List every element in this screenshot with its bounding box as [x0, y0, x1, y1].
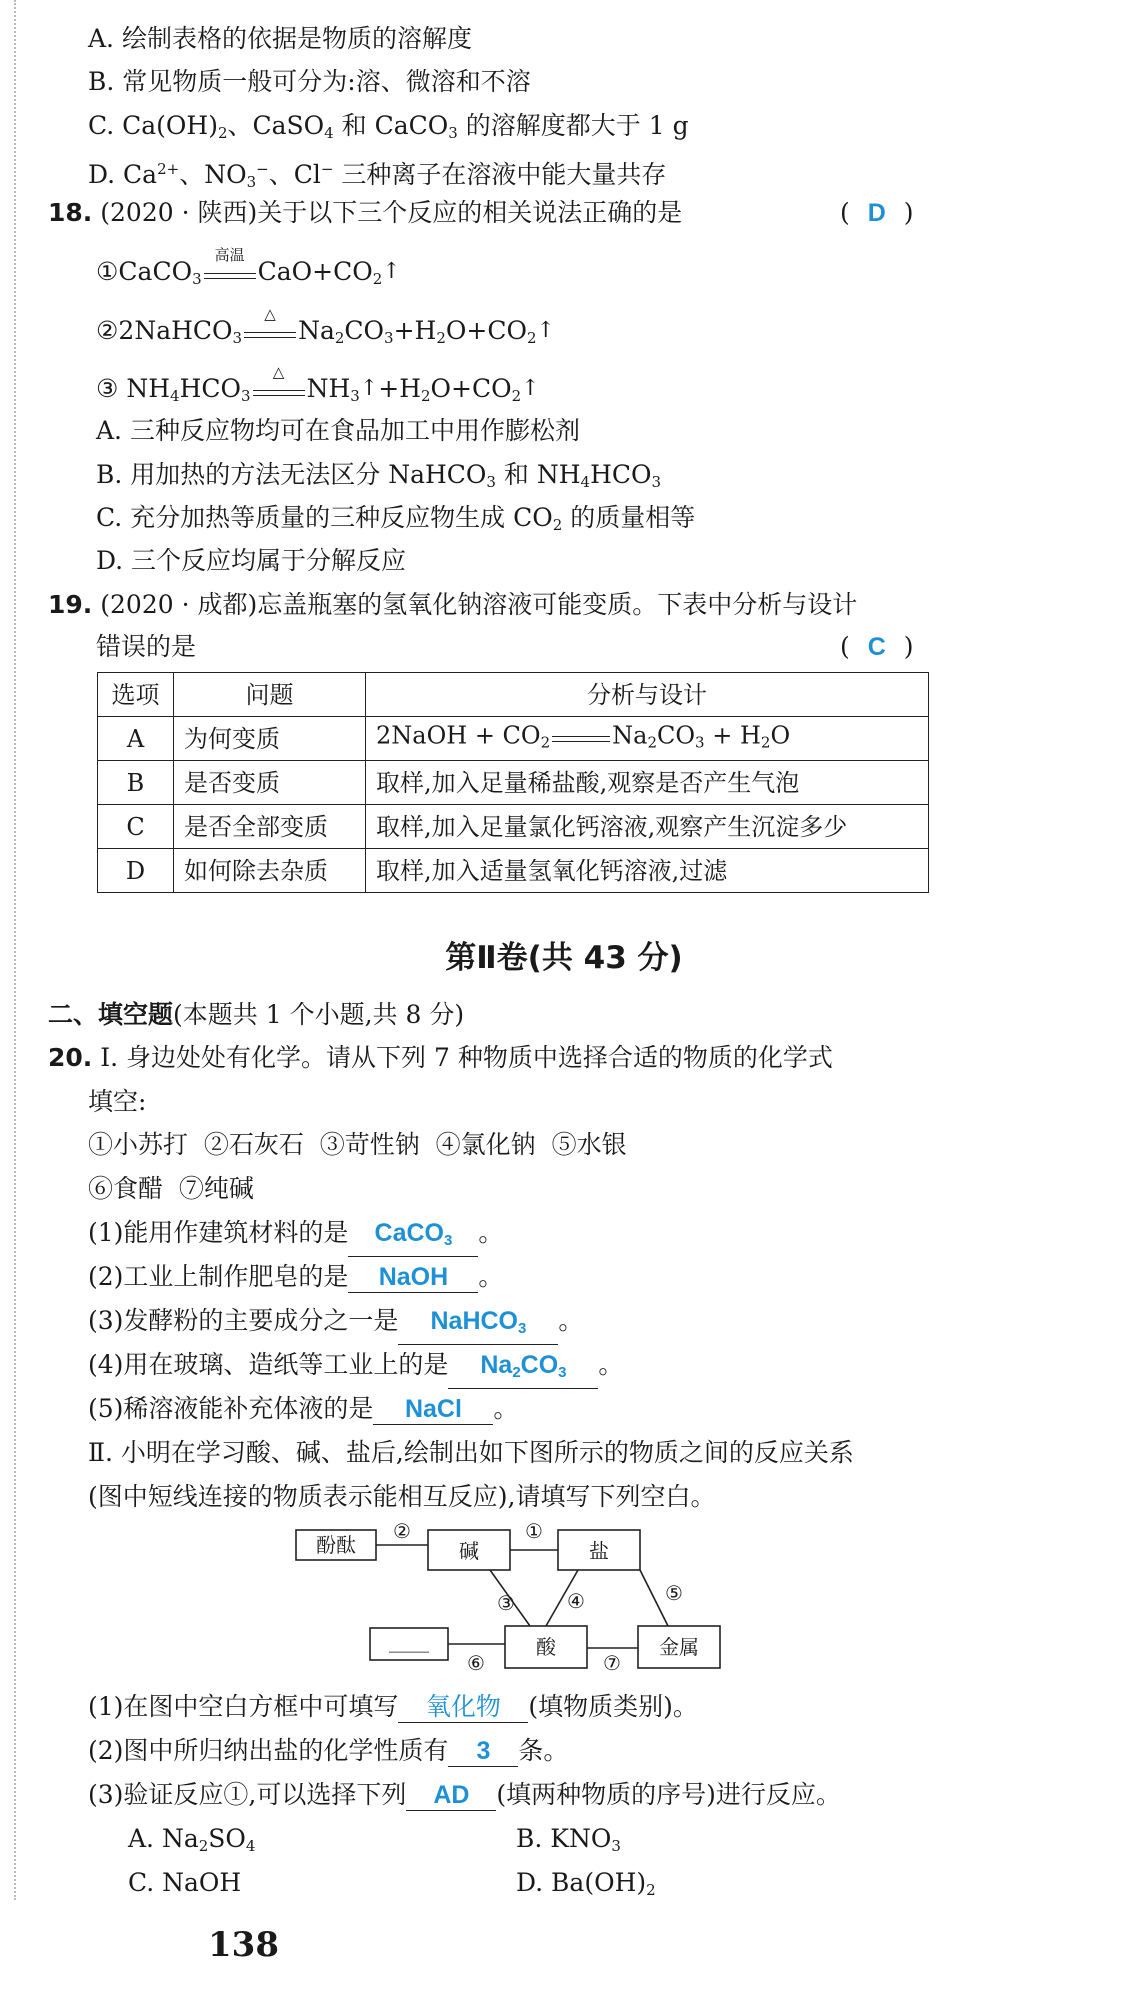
reaction-diagram [290, 1518, 750, 1678]
q18-reaction-2: ②2NaHCO$_3$ △ $Na_2CO_3+H_2O+CO_2↑$ [96, 304, 555, 347]
table-row [98, 849, 929, 893]
q20-part2: (2)工业上制作肥皂的是 NaOH 。 [88, 1262, 504, 1291]
table-cell-analysis: 取样,加入足量氯化钙溶液,观察产生沉淀多少 [366, 805, 929, 849]
q19-table [97, 672, 929, 893]
q20-option-b: B. $KNO_3$ [516, 1824, 621, 1855]
q17-option-a: A. 绘制表格的依据是物质的溶解度 [88, 24, 472, 53]
table-cell-question: 是否全部变质 [174, 805, 366, 849]
q20-substances-line2: ⑥食醋 ⑦纯碱 [88, 1174, 254, 1203]
table-cell-question: 如何除去杂质 [174, 849, 366, 893]
q20-option-d: D. $Ba(OH)_2$ [516, 1868, 656, 1899]
q18-option-d: D. 三个反应均属于分解反应 [96, 546, 407, 575]
q20-diagram-answer-2: 3 [476, 1737, 491, 1765]
q20-stem-line1: 20. Ⅰ. 身边处处有化学。请从下列 7 种物质中选择合适的物质的化学式 [48, 1043, 833, 1072]
label-base: 碱 [459, 1539, 479, 1563]
table-cell-question: 是否变质 [174, 761, 366, 805]
table-row [98, 761, 929, 805]
q19-answer-paren: ( C ) [840, 630, 914, 664]
label-n5: ⑤ [665, 1581, 683, 1605]
q18-option-b: B. 用加热的方法无法区分 NaHCO$_3$ 和 $NH_4HCO_3$ [96, 460, 662, 491]
label-n7: ⑦ [603, 1651, 621, 1675]
gas-arrow-icon: ↑ [359, 376, 379, 401]
label-n2: ② [393, 1519, 411, 1543]
label-n3: ③ [497, 1591, 515, 1615]
part2-title: 第Ⅱ卷(共 43 分) [445, 940, 683, 976]
q20-substances-line1: ①小苏打 ②石灰石 ③苛性钠 ④氯化钠 ⑤水银 [88, 1130, 627, 1159]
gas-arrow-icon: ↑ [536, 318, 555, 343]
table-row [98, 805, 929, 849]
gas-arrow-icon: ↑ [521, 376, 540, 401]
q20-diagram-answer-3: AD [433, 1781, 470, 1809]
q20-option-a: A. $Na_2SO_4$ [128, 1824, 256, 1855]
q20-answer-2: NaOH [378, 1263, 449, 1291]
q18-reaction-1: ①CaCO$_3$ 高温 $CaO+CO_2↑$ [96, 245, 401, 288]
q20-stem-line2: 填空: [88, 1087, 147, 1116]
q20-answer-1: CaCO$_3$ [374, 1219, 453, 1249]
label-blank: ____ [389, 1629, 429, 1653]
q19-stem-line2: 错误的是 [96, 632, 197, 661]
table-cell-analysis: 取样,加入足量稀盐酸,观察是否产生气泡 [366, 761, 929, 805]
label-phenolphthalein: 酚酞 [316, 1533, 356, 1557]
table-cell-option: A [98, 717, 174, 761]
table-cell-analysis: 2NaOH + $CO_2$ $Na_2CO_3 + H_2O$ [366, 717, 929, 761]
gas-arrow-icon: ↑ [382, 259, 401, 284]
q19-stem-line1: 19. (2020 · 成都)忘盖瓶塞的氢氧化钠溶液可能变质。下表中分析与设计 [48, 590, 858, 619]
q17-option-b: B. 常见物质一般可分为:溶、微溶和不溶 [88, 67, 531, 96]
q20-answer-5: NaCl [404, 1395, 462, 1423]
table-header-cell: 选项 [98, 673, 174, 717]
table-header-cell: 分析与设计 [366, 673, 929, 717]
q20-part2-stem-line1: Ⅱ. 小明在学习酸、碱、盐后,绘制出如下图所示的物质之间的反应关系 [88, 1438, 854, 1467]
label-n4: ④ [567, 1589, 585, 1613]
q20-diagram-part3: (3)验证反应①,可以选择下列 AD (填两种物质的序号)进行反应。 [88, 1780, 841, 1809]
table-cell-option: D [98, 849, 174, 893]
q20-diagram-answer-1: 氧化物 [425, 1692, 501, 1721]
q20-answer-3: NaHCO$_3$ [430, 1307, 527, 1337]
table-cell-option: C [98, 805, 174, 849]
q18-answer: D [867, 199, 886, 227]
table-cell-option: B [98, 761, 174, 805]
q20-part2-stem-line2: (图中短线连接的物质表示能相互反应),请填写下列空白。 [88, 1482, 716, 1511]
label-salt: 盐 [589, 1539, 609, 1563]
q20-part1: (1)能用作建筑材料的是 CaCO$_3$ 。 [88, 1216, 503, 1257]
label-metal: 金属 [659, 1635, 699, 1659]
q18-reaction-3: ③ $NH_4HCO_3$ △ $NH_3↑+H_2O+CO_2↑$ [96, 362, 540, 405]
q18-answer-paren: ( D ) [840, 196, 914, 230]
page-number: 138 [208, 1925, 279, 1965]
line-5 [640, 1570, 668, 1626]
table-row [98, 717, 929, 761]
label-acid: 酸 [536, 1635, 556, 1659]
table-cell-analysis: 取样,加入适量氢氧化钙溶液,过滤 [366, 849, 929, 893]
label-n1: ① [525, 1519, 543, 1543]
q18-option-a: A. 三种反应物均可在食品加工中用作膨松剂 [96, 416, 580, 445]
q18-stem: 18. (2020 · 陕西)关于以下三个反应的相关说法正确的是 [48, 198, 683, 227]
label-n6: ⑥ [467, 1651, 485, 1675]
q20-answer-4: $Na_2CO_3$ [480, 1351, 567, 1381]
q20-part3: (3)发酵粉的主要成分之一是 NaHCO$_3$ 。 [88, 1304, 583, 1345]
q18-option-c: C. 充分加热等质量的三种反应物生成 $CO_2$ 的质量相等 [96, 503, 696, 534]
q20-part5: (5)稀溶液能补充体液的是 NaCl 。 [88, 1394, 519, 1423]
q20-diagram-part2: (2)图中所归纳出盐的化学性质有 3 条。 [88, 1736, 569, 1765]
q20-part4: (4)用在玻璃、造纸等工业上的是 $Na_2CO_3$ 。 [88, 1348, 623, 1389]
table-cell-question: 为何变质 [174, 717, 366, 761]
q19-answer: C [867, 633, 886, 661]
q17-option-c: C. $Ca(OH)_2$、CaSO$_4$ 和 CaCO$_3$ 的溶解度都大于 1 g [88, 111, 689, 142]
section2-heading: 二、填空题(本题共 1 个小题,共 8 分) [48, 1000, 465, 1029]
table-header-cell: 问题 [174, 673, 366, 717]
q17-option-d: D. $Ca^{2+}$、$NO_3^-$、Cl− 三种离子在溶液中能大量共存 [88, 160, 667, 191]
table-header-row [98, 673, 929, 717]
q20-option-c: C. NaOH [128, 1868, 242, 1897]
q20-diagram-part1: (1)在图中空白方框中可填写 氧化物 (填物质类别)。 [88, 1692, 698, 1721]
